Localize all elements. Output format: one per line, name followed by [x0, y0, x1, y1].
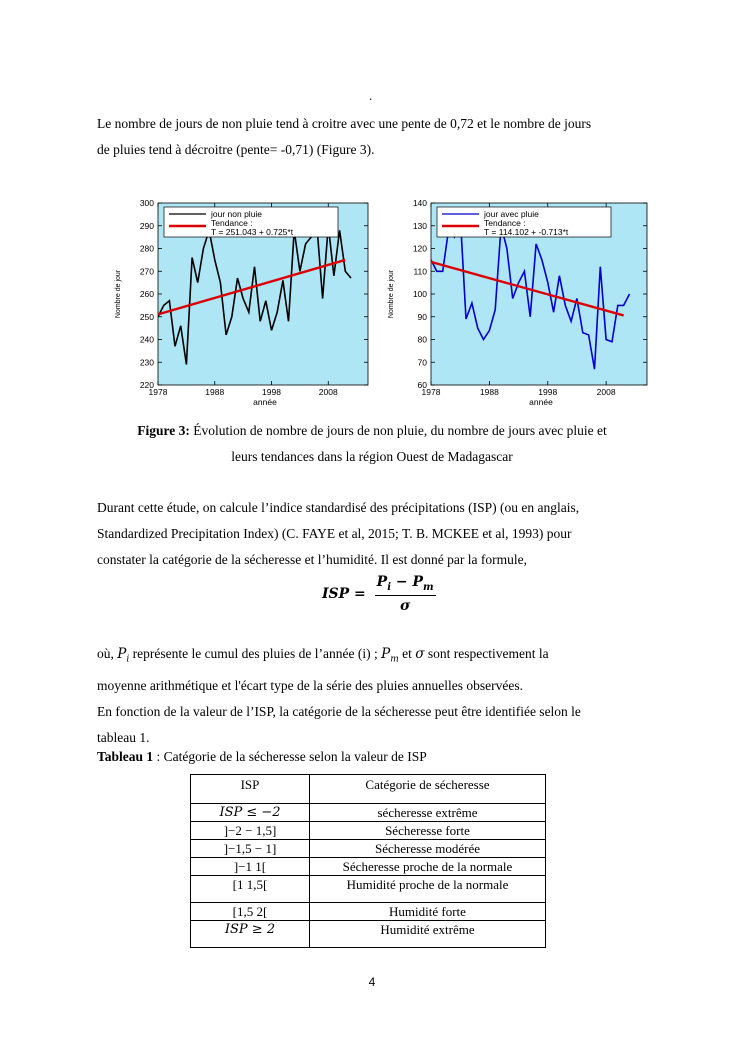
- y-tick-label: 280: [139, 243, 154, 254]
- table-row: [191, 876, 546, 903]
- table-header-category: Catégorie de sécheresse: [310, 775, 546, 804]
- y-tick-label: 240: [139, 334, 154, 345]
- formula-fraction: [375, 574, 436, 614]
- formula-denominator: σ: [399, 597, 411, 614]
- header-dot: .: [369, 88, 373, 103]
- legend-label-trend: Tendance :: [211, 218, 253, 228]
- y-tick-label: 80: [417, 334, 427, 345]
- y-tick-label: 290: [139, 220, 154, 231]
- table-row: [191, 903, 546, 921]
- definition-line-2: moyenne arithmétique et l'écart type de la série des pluies annuelles observées.: [97, 677, 524, 693]
- y-tick-label: 260: [139, 289, 154, 299]
- y-tick-label: 270: [139, 266, 154, 277]
- table-cell-isp: [1 1,5[: [191, 876, 310, 903]
- x-tick-label: 1978: [148, 387, 168, 397]
- formula-numerator: $P_i - P_m$: [375, 574, 436, 596]
- x-axis-label: année: [529, 397, 553, 407]
- table-cell-category: Humidité forte: [310, 903, 546, 921]
- definition-paragraph: [97, 641, 647, 751]
- x-axis-label: année: [253, 397, 277, 407]
- y-tick-label: 300: [139, 198, 154, 208]
- figure-caption-label: Figure 3:: [137, 423, 190, 438]
- isp-category-table: [190, 774, 546, 948]
- x-tick-label: 1998: [262, 387, 281, 397]
- chart-non-rain-days: [110, 194, 372, 408]
- x-tick-label: 2008: [596, 387, 616, 397]
- intro-line-2: de pluies tend à décroitre (pente= -0,71) (Figure 3).: [97, 142, 375, 157]
- table-header-isp: ISP: [191, 775, 310, 804]
- legend-label-series: jour non pluie: [211, 209, 263, 219]
- table-row: [191, 822, 546, 840]
- method-line-2: Standardized Precipitation Index) (C. FAYE et al, 2015; T. B. MCKEE et al, 1993) pour: [97, 526, 572, 541]
- figure-caption-line-2: leurs tendances dans la région Ouest de Madagascar: [231, 449, 513, 464]
- legend-label-series: jour avec pluie: [484, 209, 539, 219]
- y-tick-label: 140: [412, 198, 427, 208]
- table-row: [191, 804, 546, 822]
- table-cell-category: Sécheresse forte: [310, 822, 546, 840]
- x-tick-label: 1978: [421, 387, 441, 397]
- table-caption-text: : Catégorie de la sécheresse selon la valeur de ISP: [153, 749, 427, 764]
- table-cell-category: Humidité extrême: [310, 921, 546, 948]
- isp-formula: [322, 574, 436, 614]
- table-cell-isp: ISP ≤ −2: [191, 804, 310, 822]
- legend-label-trend: Tendance :: [484, 218, 526, 228]
- x-tick-label: 1988: [205, 387, 225, 397]
- definition-line-3: En fonction de la valeur de l’ISP, la catégorie de la sécheresse peut être identifiée selon le: [97, 703, 581, 719]
- table-header-row: [191, 775, 546, 804]
- y-tick-label: 230: [139, 357, 154, 368]
- figure-caption: [97, 418, 647, 470]
- table-cell-category: Humidité proche de la normale: [310, 876, 546, 903]
- legend-label-equation: T = 114.102 + -0.713*t: [484, 227, 569, 237]
- table-row: [191, 840, 546, 858]
- y-tick-label: 220: [139, 380, 154, 390]
- table-cell-category: sécheresse extrême: [310, 804, 546, 822]
- intro-line-1: Le nombre de jours de non pluie tend à croitre avec une pente de 0,72 et le nombre de jours: [97, 116, 592, 131]
- y-tick-label: 60: [417, 380, 427, 390]
- x-tick-label: 1998: [538, 387, 558, 397]
- table-cell-isp: [1,5 2[: [191, 903, 310, 921]
- y-tick-label: 70: [417, 357, 427, 368]
- table-cell-category: Sécheresse proche de la normale: [310, 858, 546, 876]
- y-tick-label: 90: [417, 311, 427, 322]
- y-tick-label: 130: [412, 220, 427, 231]
- y-tick-label: 110: [413, 266, 427, 277]
- table-cell-category: Sécheresse modérée: [310, 840, 546, 858]
- y-tick-label: 250: [139, 311, 154, 322]
- table-row: [191, 858, 546, 876]
- method-paragraph: [97, 495, 647, 573]
- method-line-3: constater la catégorie de la sécheresse et l’humidité. Il est donné par la formule,: [97, 552, 527, 567]
- page-number: 4: [368, 975, 376, 989]
- x-tick-label: 2008: [318, 387, 338, 397]
- x-tick-label: 1988: [479, 387, 499, 397]
- table-cell-isp: ISP ≥ 2: [191, 921, 310, 948]
- table-cell-isp: ]−1,5 − 1]: [191, 840, 310, 858]
- chart-rain-days: [383, 194, 651, 408]
- figure-caption-line-1: Évolution de nombre de jours de non pluie, du nombre de jours avec pluie et: [189, 423, 607, 438]
- table-caption-label: Tableau 1: [97, 749, 154, 764]
- definition-line-1: où, $P_i$ représente le cumul des pluies de l’année (i) ; $P_m$ et σ sont respectivement la: [97, 646, 549, 665]
- formula-lhs: ISP =: [322, 585, 366, 602]
- table-row: [191, 921, 546, 948]
- y-axis-label: Nombre de jour: [388, 269, 395, 319]
- table-cell-isp: ]−2 − 1,5]: [191, 822, 310, 840]
- y-axis-label: Nombre de jour: [115, 269, 122, 319]
- y-tick-label: 120: [412, 243, 427, 254]
- table-caption: [97, 744, 647, 770]
- table-cell-isp: ]−1 1[: [191, 858, 310, 876]
- definition-line-4: tableau 1.: [97, 729, 150, 745]
- method-line-1: Durant cette étude, on calcule l’indice standardisé des précipitations (ISP) (ou en anglais,: [97, 500, 580, 515]
- legend-label-equation: T = 251.043 + 0.725*t: [211, 227, 294, 237]
- intro-paragraph: [97, 111, 647, 163]
- y-tick-label: 100: [412, 289, 427, 299]
